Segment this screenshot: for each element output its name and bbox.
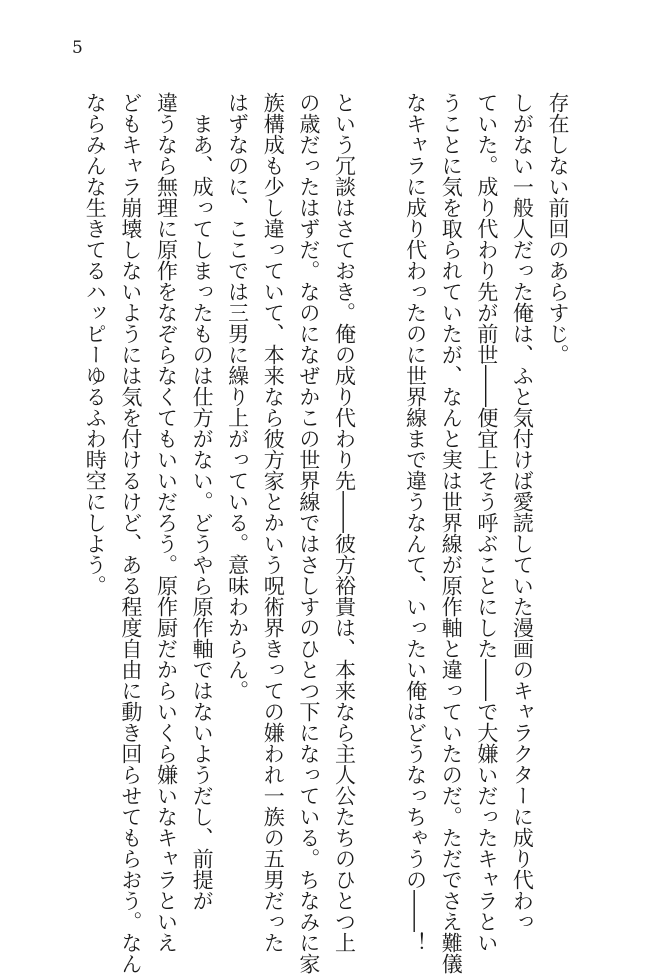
text-line: まあ、成ってしまったものは仕方がない。どうやら原作軸ではないようだし、前提が (190, 92, 215, 911)
text-line: ならみんな生きてるハッピーゆるふわ時空にしよう。 (83, 92, 108, 596)
text-line: なキャラに成り代わったのに世界線まで違うなんて、いったい俺はどうなっちゃうの――！ (403, 92, 428, 953)
text-line: 族構成も少し違っていて、本来なら彼方家とかいう呪術界きっての嫌われ一族の五男だった (261, 92, 286, 953)
text-line: の歳だったはずだ。なのになぜかこの世界線ではさしすのひとつ下になっている。ちなみに家 (296, 92, 321, 974)
text-line: 違うなら無理に原作をなぞらなくてもいいだろう。原作厨だからいくら嫌いなキャラといえ (154, 92, 179, 953)
text-line: 存在しない前回のあらすじ。 (546, 92, 570, 365)
text-line: うことに気を取られていたが、なんと実は世界線が原作軸と違っていたのだ。ただでさえ難儀 (439, 92, 464, 974)
blank-line (361, 92, 397, 852)
text-line: はずなのに、ここでは三男に繰り上がっている。意味わからん。 (225, 92, 250, 701)
text-line: どもキャラ崩壊しないようには気を付けるけど、ある程度自由に動き回らせてもらおう。なん (118, 92, 143, 974)
text-line: ていた。成り代わり先が前世――便宜上そう呼ぶことにした――で大嫌いだったキャラとい (474, 92, 499, 953)
text-line: という冗談はさておき。俺の成り代わり先――彼方裕貴は、本来なら主人公たちのひとつ上 (332, 92, 357, 953)
page-number: 5 (72, 38, 83, 58)
vertical-text-body (77, 92, 575, 974)
text-line: しがない一般人だった俺は、ふと気付けば愛読していた漫画のキャラクターに成り代わっ (510, 92, 535, 932)
